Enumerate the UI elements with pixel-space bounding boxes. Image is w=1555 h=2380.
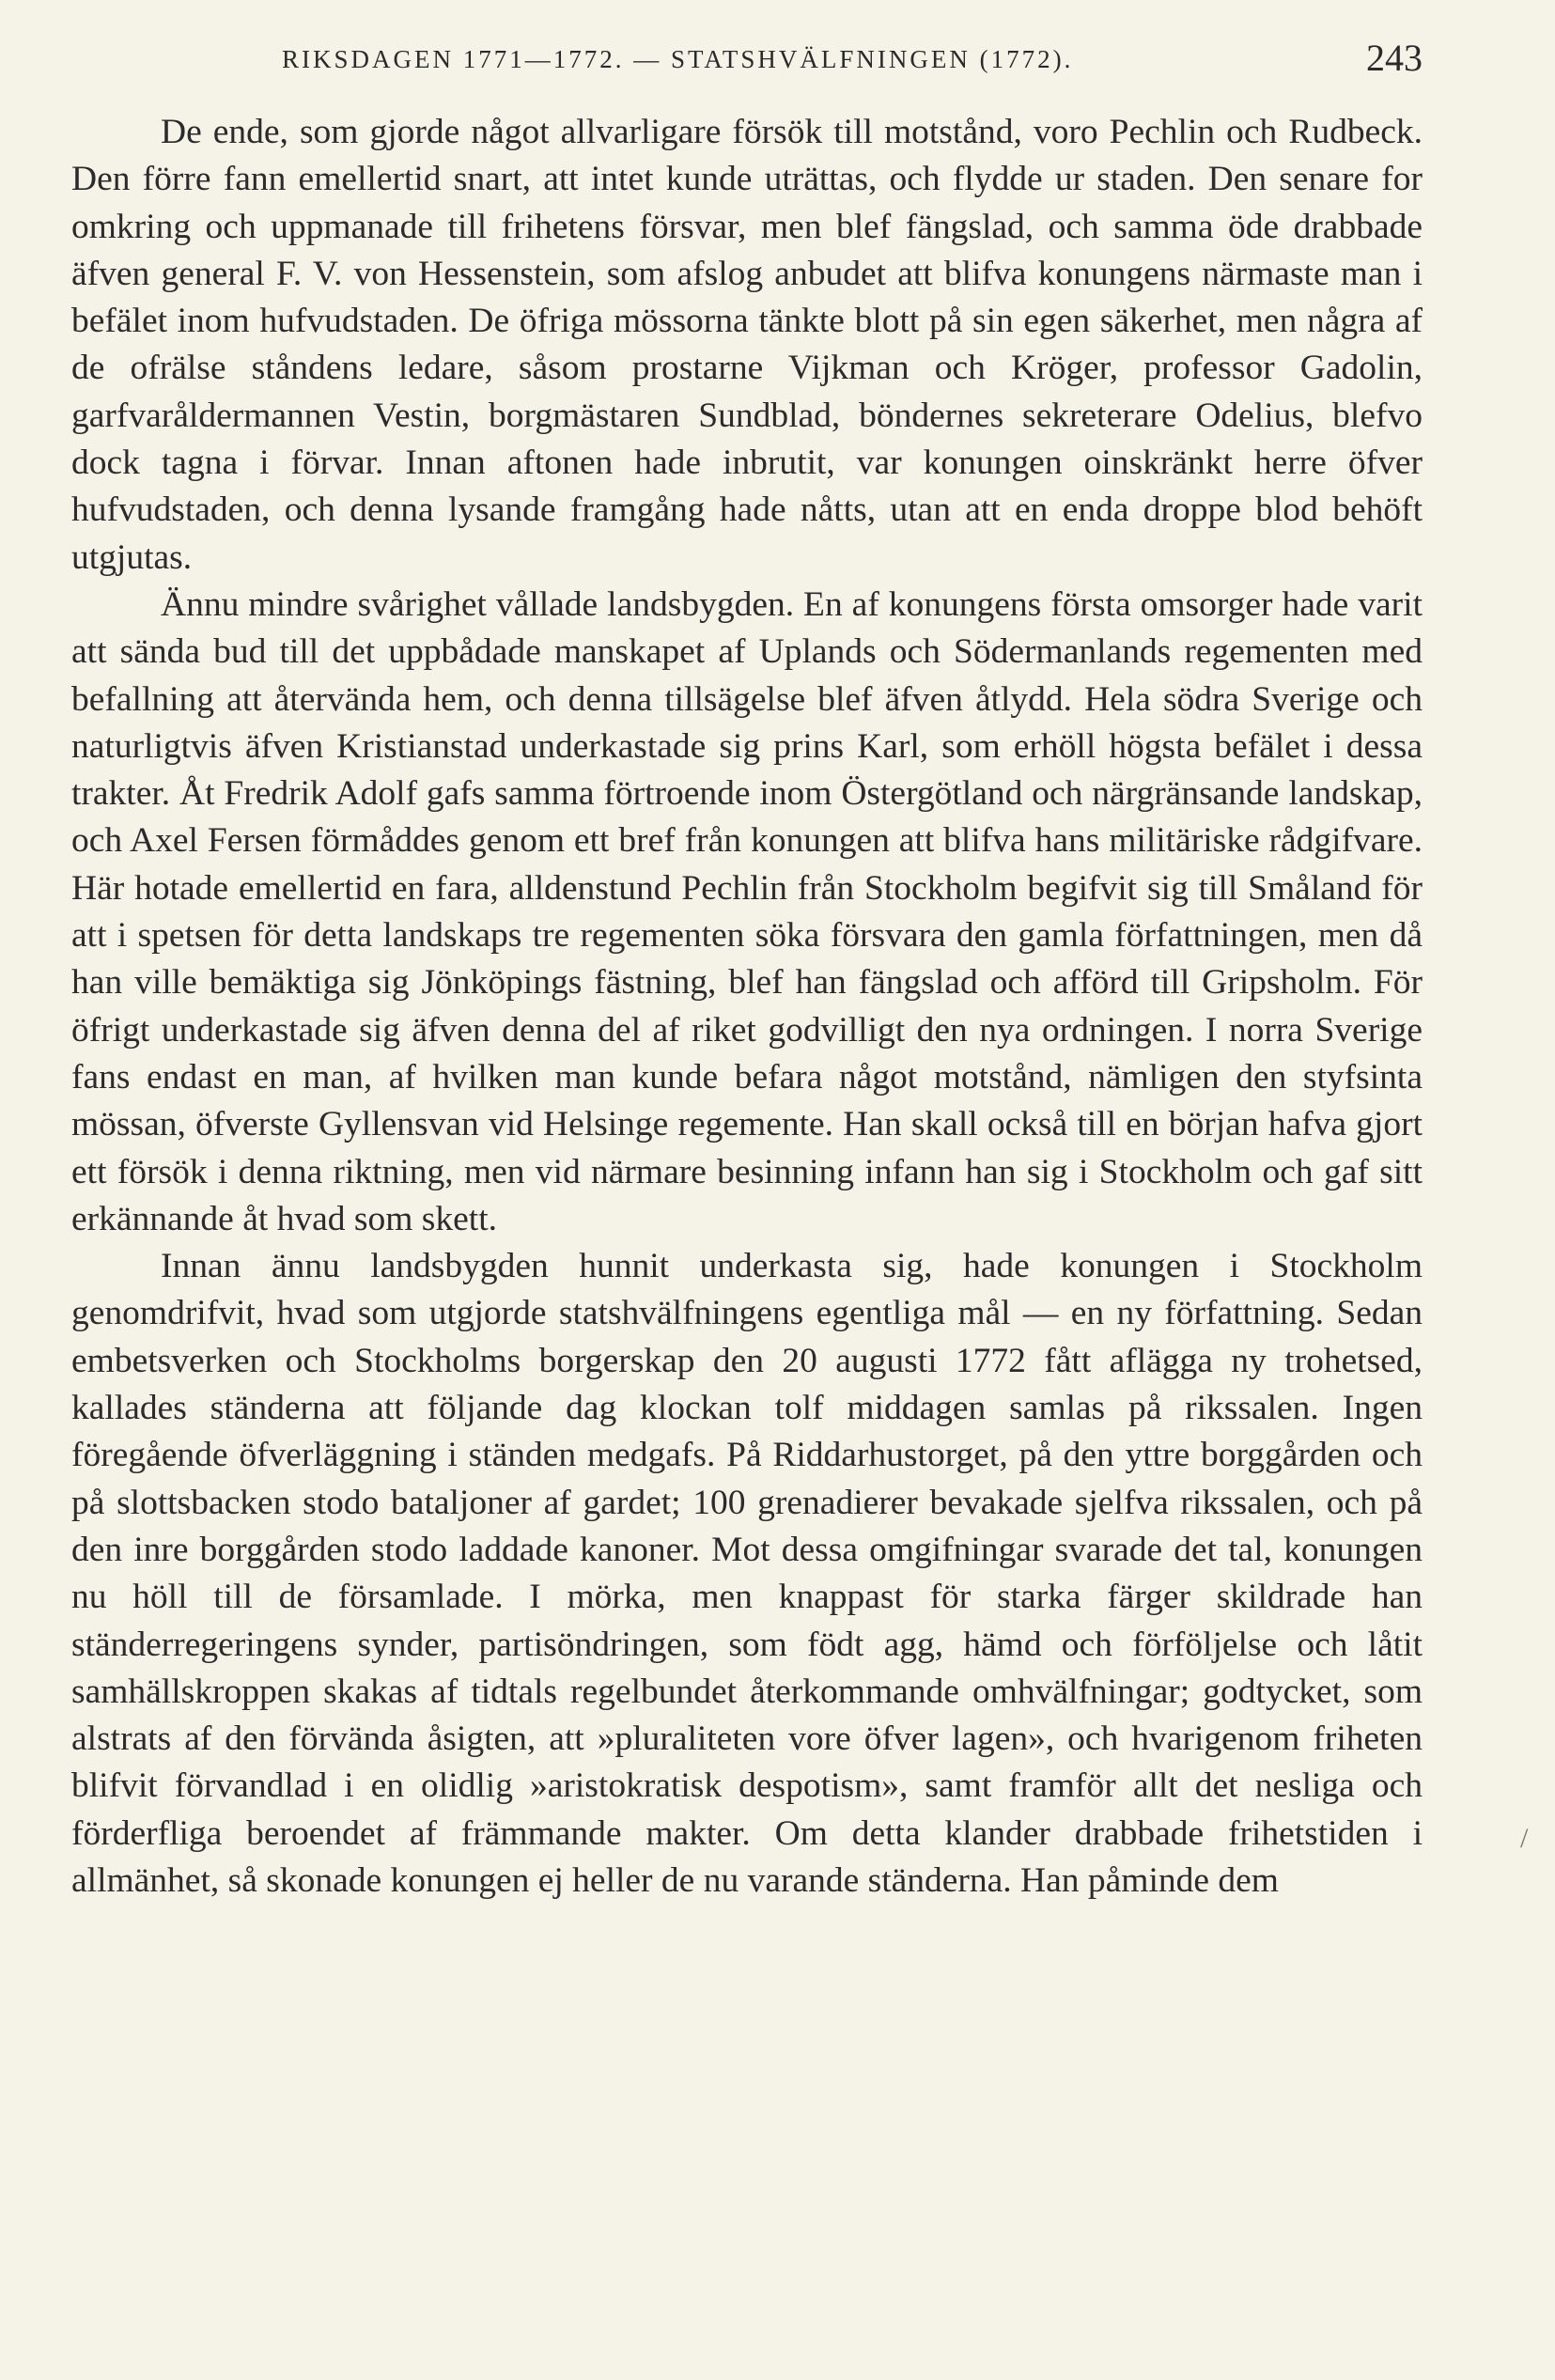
paragraph-1: De ende, som gjorde något allvarligare försök till motstånd, voro Pechlin och Rudbeck. Den förre fann emellertid snart, att intet kunde uträttas, och flydde ur staden. Den senare for omkring och uppmanade till frihetens försvar, men blef fängslad, och samma öde drabbade äfven general F. V. von Hessenstein, som afslog anbudet att blifva konungens närmaste man i befälet inom hufvudstaden. De öfriga mössorna tänkte blott på sin egen säkerhet, men några af de ofrälse ståndens ledare, såsom prostarne Vijkman och Kröger, professor Gadolin, garfvaråldermannen Vestin, borgmästaren Sundblad, böndernes sekreterare Odelius, blefvo dock tagna i förvar. Innan aftonen hade inbrutit, var konungen oinskränkt herre öfver hufvudstaden, och denna lysande framgång hade nåtts, utan att en enda droppe blod behöft utgjutas. <box>71 113 1423 577</box>
paragraph-2: Ännu mindre svårighet vållade landsbygden. En af konungens första omsorger hade varit att sända bud till det uppbådade manskapet af Uplands och Södermanlands regementen med befallning att återvända hem, och denna tillsägelse blef äfven åtlydd. Hela södra Sverige och naturligtvis äfven Kristianstad underkastade sig prins Karl, som erhöll högsta befälet i dessa trakter. Åt Fredrik Adolf gafs samma förtroende inom Östergötland och närgränsande landskap, och Axel Fersen förmåddes genom ett bref från konungen att blifva hans militäriske rådgifvare. Här hotade emellertid en fara, alldenstund Pechlin från Stockholm begifvit sig till Småland för att i spetsen för detta landskaps tre regementen söka försvara den gamla författningen, men då han ville bemäktiga sig Jönköpings fästning, blef han fängslad och afförd till Gripsholm. För öfrigt underkastade sig äfven denna del af riket godvilligt den nya ordningen. I norra Sverige fans endast en man, af hvilken man kunde befara något motstånd, nämligen den styfsinta mössan, öfverste Gyllensvan vid Helsinge regemente. Han skall också till en början hafva gjort ett försök i denna riktning, men vid närmare besinning infann han sig i Stockholm och gaf sitt erkännande åt hvad som skett. <box>71 584 1423 1238</box>
page-number: 243 <box>1366 37 1423 79</box>
paragraph-3: Innan ännu landsbygden hunnit underkasta sig, hade konungen i Stockholm genomdrifvit, hvad som utgjorde statshvälfningens egentliga mål — en ny författning. Sedan embetsverken och Stockholms borgerskap den 20 augusti 1772 fått aflägga ny trohetsed, kallades ständerna att följande dag klockan tolf middagen samlas på rikssalen. Ingen föregående öfverläggning i ständen medgafs. På Riddarhustorget, på den yttre borggården och på slottsbacken stodo bataljoner af gardet; 100 grenadierer bevakade sjelfva rikssalen, och på den inre borggården stodo laddade kanoner. Mot dessa omgifningar svarade det tal, konungen nu höll till de församlade. I mörka, men knappast för starka färger skildrade han ständerregeringens synder, partisöndringen, som födt agg, hämd och förföljelse och låtit samhällskroppen skakas af tidtals regelbundet återkommande omhvälfningar; godtycket, som alstrats af den förvända åsigten, att »pluraliteten vore öfver lagen», och hvarigenom friheten blifvit förvandlad i en olidlig »aristokratisk despotism», samt framför allt det nesliga och förderfliga beroendet af främmande makter. Om detta klander drabbade frihetstiden i allmänhet, så skonade konungen ej heller de nu varande ständerna. Han påminde dem <box>71 1247 1423 1900</box>
running-title: RIKSDAGEN 1771—1772. — STATSHVÄLFNINGEN (1772). <box>282 45 1074 73</box>
margin-mark: / <box>1520 1823 1529 1854</box>
page-header <box>252 32 1426 88</box>
body-text <box>71 109 1423 1905</box>
